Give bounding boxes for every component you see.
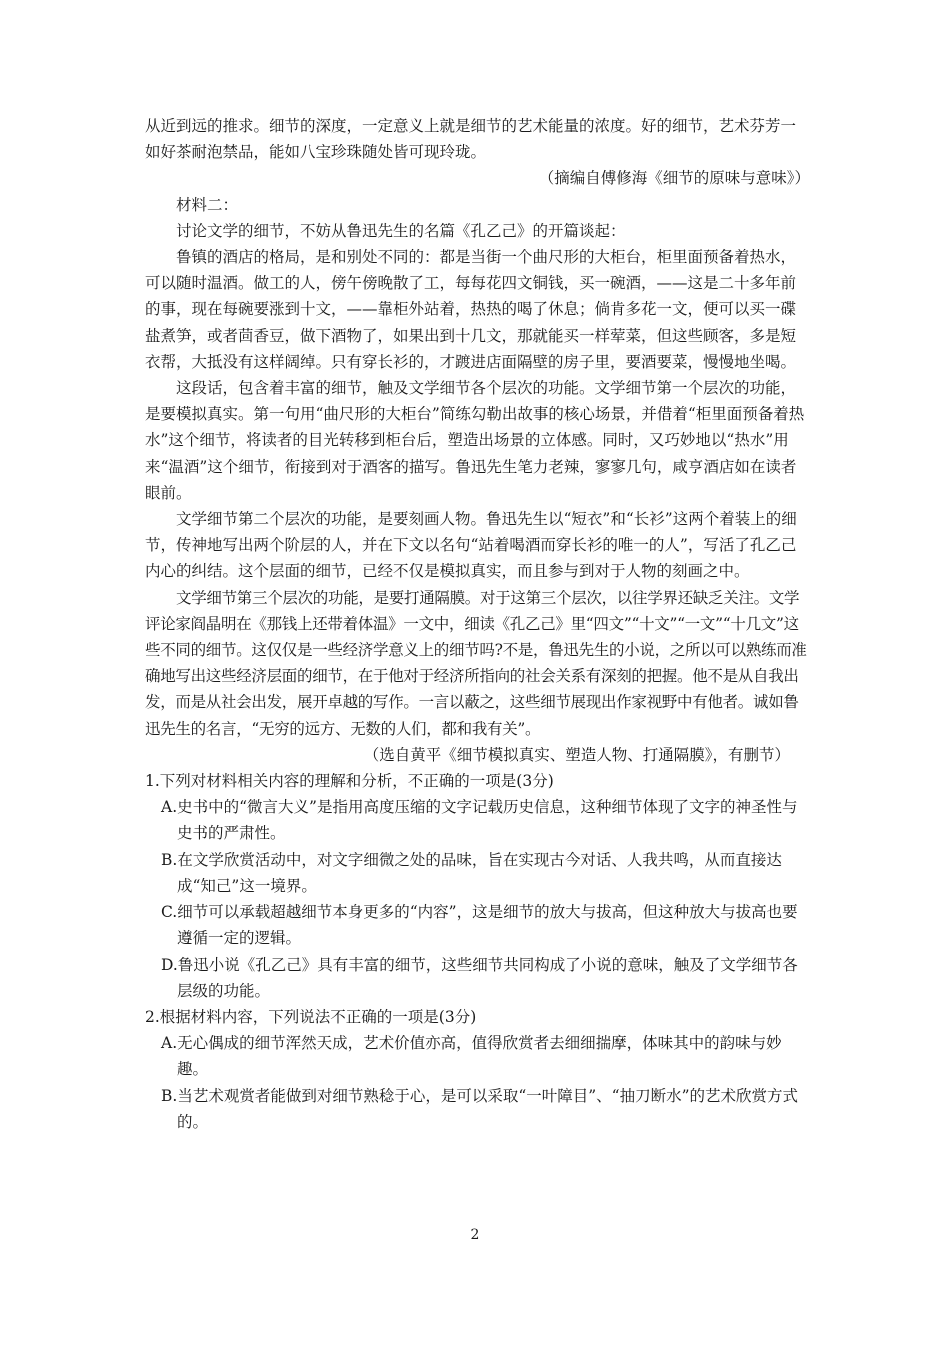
question-stem: 1.下列对材料相关内容的理解和分析，不正确的一项是(3分) — [145, 772, 554, 791]
question-2 — [145, 1004, 810, 1135]
page-content — [145, 113, 810, 1135]
option-b: B.在文学欣赏活动中，对文字细微之处的品味，旨在实现古今对话、人我共鸣，从而直接达成“知己”这一境界。 — [161, 850, 782, 895]
option-b: B.当艺术观赏者能做到对细节熟稔于心，是可以采取“一叶障目”、“抽刀断水”的艺术欣赏方式的。 — [161, 1086, 799, 1131]
material2-paragraph: 文学细节第二个层次的功能，是要刻画人物。鲁迅先生以“短衣”和“长衫”这两个着装上的细节，传神地写出两个阶层的人，并在下文以名句“站着喝酒而穿长衫的唯一的人”，写活了孔乙己内心的纠结。这个层面的细节，已经不仅是模拟真实，而且参与到对于人物的刻画之中。 — [145, 510, 797, 581]
material1-source: （摘编自傅修海《细节的原味与意味》） — [538, 169, 810, 188]
page-number: 2 — [470, 1227, 480, 1243]
option-a: A.史书中的“微言大义”是指用高度压缩的文字记载历史信息，这种细节体现了文字的神圣性与史书的严肃性。 — [161, 798, 798, 843]
option-a: A.无心偶成的细节浑然天成，艺术价值亦高，值得欣赏者去细细揣摩，体味其中的韵味与妙趣。 — [161, 1034, 782, 1079]
material2-paragraph: 讨论文学的细节，不妨从鲁迅先生的名篇《孔乙己》的开篇谈起： — [176, 221, 626, 240]
material2-source: （选自黄平《细节模拟真实、塑造人物、打通隔膜》，有删节） — [363, 745, 790, 764]
question-stem: 2.根据材料内容，下列说法不正确的一项是(3分) — [145, 1007, 477, 1026]
question-1 — [145, 768, 810, 1004]
material2-quoted-passage: 鲁镇的酒店的格局，是和别处不同的：都是当街一个曲尺形的大柜台，柜里面预备着热水，可以随时温酒。做工的人，傍午傍晚散了工，每每花四文铜钱，买一碗酒，——这是二十多年前的事，现在每碗要涨到十文，——靠柜外站着，热热的喝了休息；倘肯多花一文，便可以买一碟盐煮笋，或者茴香豆，做下酒物了，如果出到十几文，那就能买一样荤菜，但这些顾客，多是短衣帮，大抵没有这样阔绰。只有穿长衫的，才踱进店面隔壁的房子里，要酒要菜，慢慢地坐喝。 — [145, 248, 797, 371]
material2-paragraph: 这段话，包含着丰富的细节，触及文学细节各个层次的功能。文学细节第一个层次的功能，是要模拟真实。第一句用“曲尺形的大柜台”简练勾勒出故事的核心场景，并借着“柜里面预备着热水”这个细节，将读者的目光转移到柜台后，塑造出场景的立体感。同时，又巧妙地以“热水”用来“温酒”这个细节，衔接到对于酒客的描写。鲁迅先生笔力老辣，寥寥几句，咸亨酒店如在读者眼前。 — [145, 379, 805, 502]
option-d: D.鲁迅小说《孔乙己》具有丰富的细节，这些细节共同构成了小说的意味，触及了文学细节各层级的功能。 — [161, 955, 798, 1000]
option-c: C.细节可以承载超越细节本身更多的“内容”，这是细节的放大与拔高，但这种放大与拔高也要遵循一定的逻辑。 — [161, 903, 798, 948]
material2-paragraph: 文学细节第三个层次的功能，是要打通隔膜。对于这第三个层次，以往学界还缺乏关注。文学评论家阎晶明在《那钱上还带着体温》一文中，细读《孔乙己》里“四文”“十文”“一文”“十几文”这些不同的细节。这仅仅是一些经济学意义上的细节吗?不是，鲁迅先生的小说，之所以可以熟练而准确地写出这些经济层面的细节，在于他对于经济所指向的社会关系有深刻的把握。他不是从自我出发，而是从社会出发，展开卓越的写作。一言以蔽之，这些细节展现出作家视野中有他者。诚如鲁迅先生的名言，“无穷的远方、无数的人们，都和我有关”。 — [145, 588, 807, 738]
material1-closing-paragraph: 从近到远的推求。细节的深度，一定意义上就是细节的艺术能量的浓度。好的细节，艺术芬芳一如好茶耐泡禁品，能如八宝珍珠随处皆可现玲珑。 — [145, 117, 797, 162]
material2-heading: 材料二： — [176, 195, 239, 214]
